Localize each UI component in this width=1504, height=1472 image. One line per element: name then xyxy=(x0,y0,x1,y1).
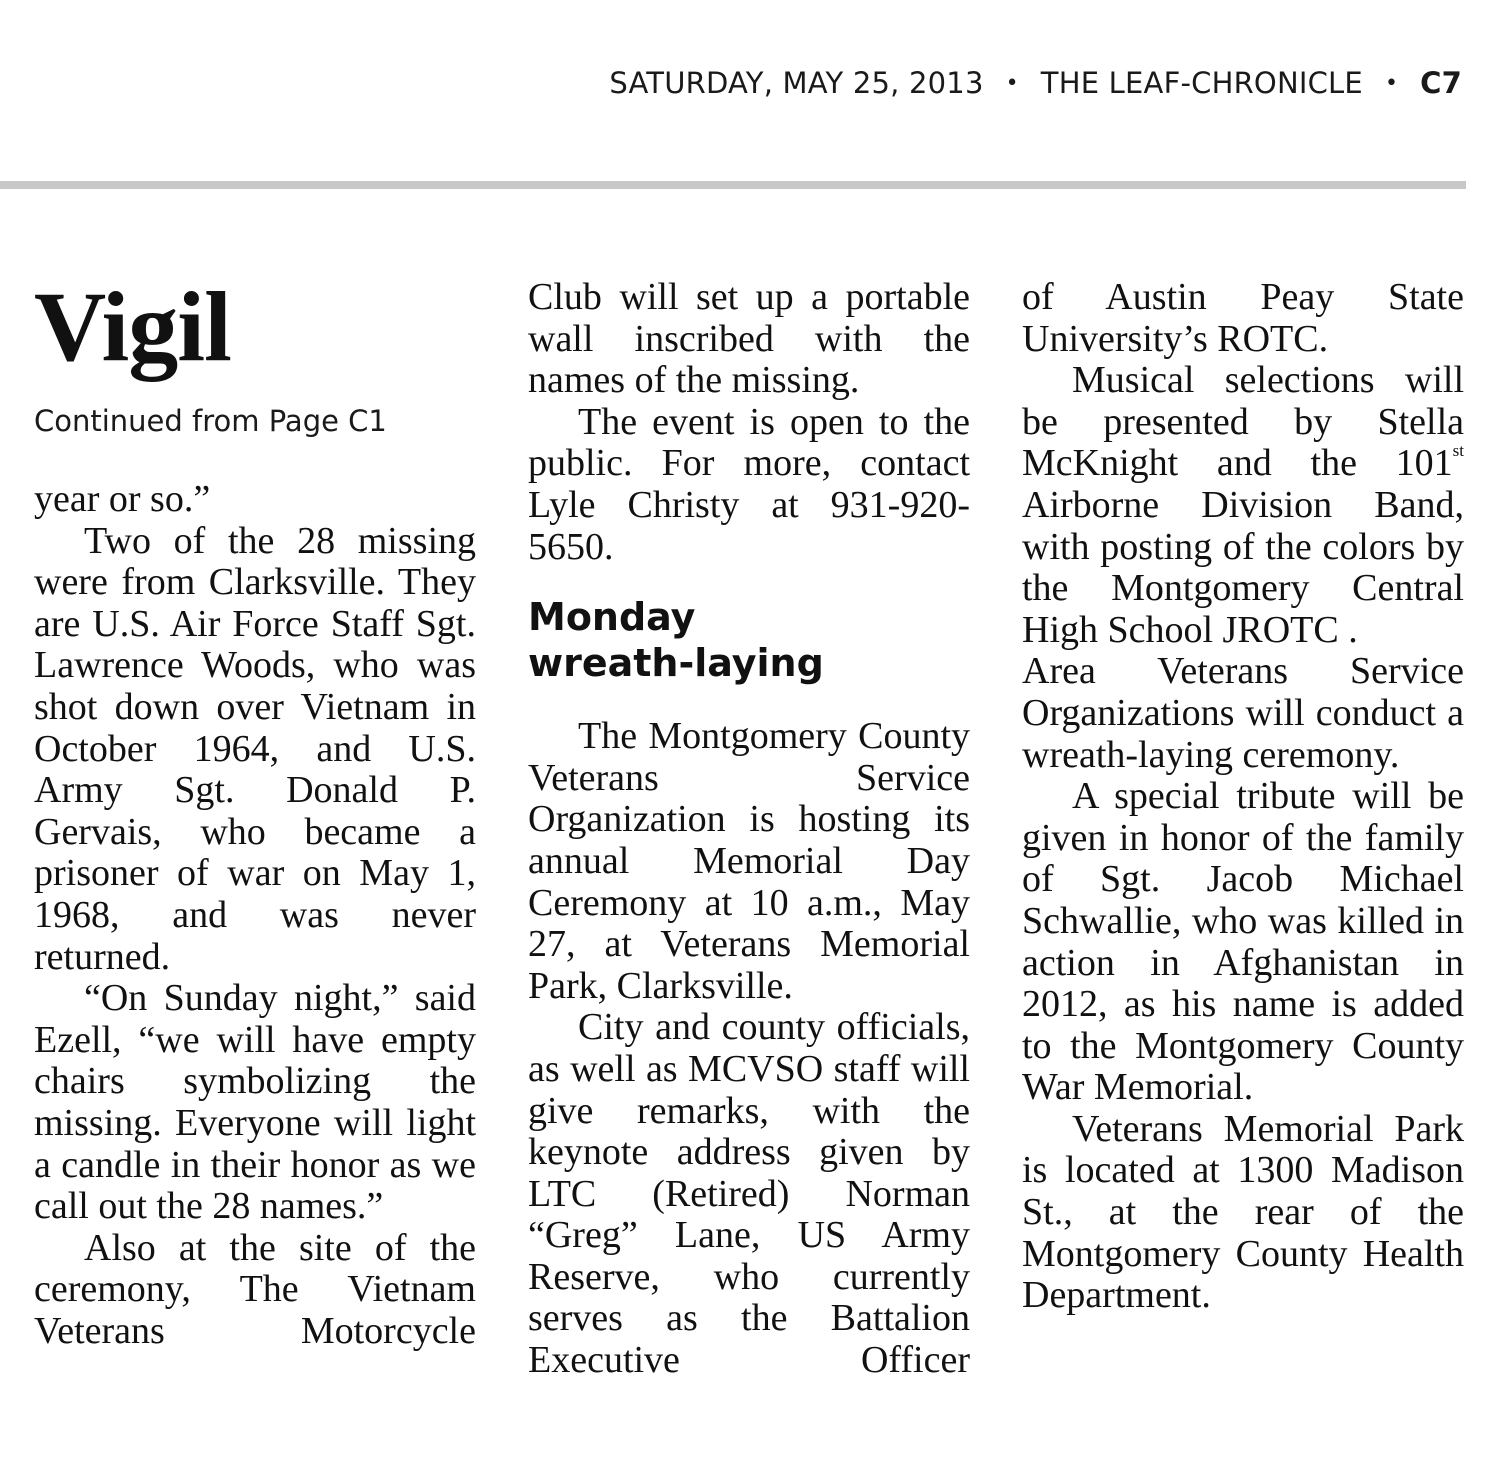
article-column-2 xyxy=(528,277,970,1382)
paragraph: The Montgomery County Veterans Service Organization is hosting its annual Memorial Day Ceremony at 10 a.m., May 27, at Veterans Memorial Park, Clarksville. xyxy=(528,715,970,1007)
paragraph: City and county officials, as well as MCVSO staff will give remarks, with the keynote address given by LTC (Retired) Norman “Greg” Lane, US Army Reserve, who currently serves as the Battalion Executive Officer xyxy=(528,1006,970,1382)
paragraph: of Austin Peay State University’s ROTC. xyxy=(1022,276,1464,360)
header-bullet: • xyxy=(1005,71,1019,96)
paragraph xyxy=(1022,360,1464,651)
paragraph: A special tribute will be given in honor of the family of Sgt. Jacob Michael Schwallie, who was killed in action in Afghanistan in 2012, as his name is added to the Montgomery County War Memorial. xyxy=(1022,775,1464,1109)
paragraph: Area Veterans Service Organizations will conduct a wreath-laying ceremony. xyxy=(1022,650,1464,776)
subheading-line: wreath-laying xyxy=(528,641,824,686)
article-column-3 xyxy=(1022,277,1464,1317)
subheading xyxy=(528,594,970,686)
header-paper-name: THE LEAF-CHRONICLE xyxy=(1040,66,1363,100)
page-header xyxy=(609,66,1462,100)
superscript: st xyxy=(1452,441,1464,461)
subheading-line: Monday xyxy=(528,595,696,640)
header-date: SATURDAY, MAY 25, 2013 xyxy=(609,66,984,100)
paragraph-text: Musical selections will be presented by Stella McKnight and the 101 xyxy=(1022,359,1464,485)
article-column-1 xyxy=(34,271,476,1352)
paragraph-text: Airborne Division Band, with posting of the colors by the Montgomery Central High School JROTC . xyxy=(1022,483,1464,651)
article-kicker: Vigil xyxy=(34,271,231,382)
header-rule xyxy=(0,181,1466,189)
paragraph: “On Sunday night,” said Ezell, “we will have empty chairs symbolizing the missing. Everyone will light a candle in their honor as we call out the 28 names.” xyxy=(34,977,476,1228)
header-page-number: C7 xyxy=(1420,66,1462,100)
paragraph: Veterans Memorial Park is located at 1300 Madison St., at the rear of the Montgomery County Health Department. xyxy=(1022,1107,1464,1317)
paragraph: Club will set up a portable wall inscribed with the names of the missing. xyxy=(528,276,970,402)
paragraph: year or so.” xyxy=(34,478,211,520)
header-bullet: • xyxy=(1384,71,1399,96)
paragraph: The event is open to the public. For more, contact Lyle Christy at 931-920-5650. xyxy=(528,400,970,568)
paragraph: Two of the 28 missing were from Clarksville. They are U.S. Air Force Staff Sgt. Lawrence Woods, who was shot down over Vietnam in October 1964, and U.S. Army Sgt. Donald P. Gervais, who became a prisoner of war on May 1, 1968, and was never returned. xyxy=(34,519,476,978)
continued-line: Continued from Page C1 xyxy=(34,404,387,438)
paragraph: Also at the site of the ceremony, The Vietnam Veterans Motorcycle xyxy=(34,1226,476,1352)
